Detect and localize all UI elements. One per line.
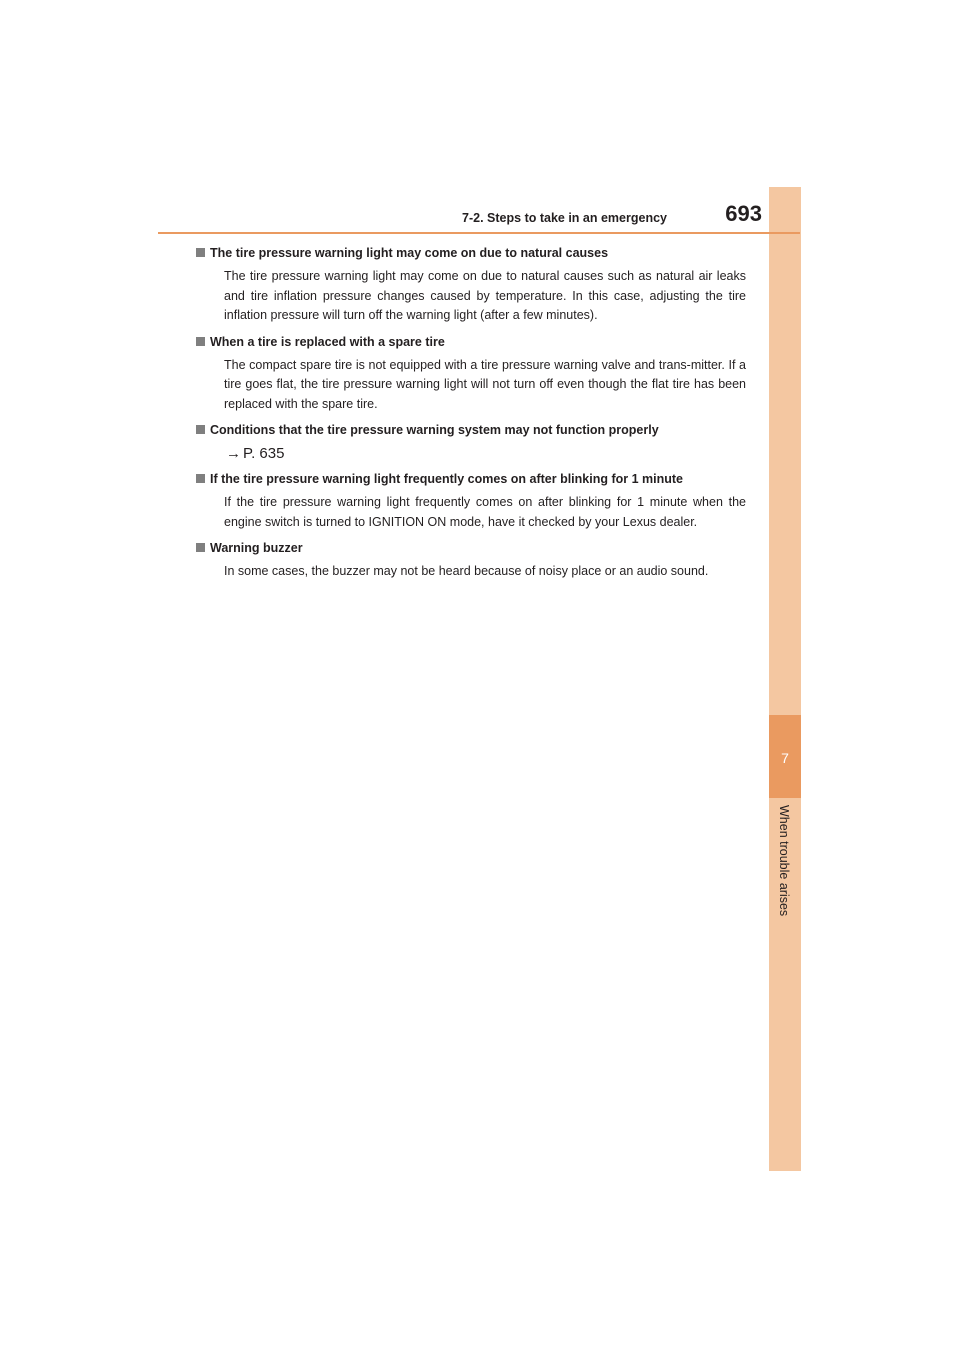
chapter-number: 7 bbox=[781, 750, 789, 766]
page-number: 693 bbox=[725, 201, 762, 226]
entry-body: In some cases, the buzzer may not be heard because of noisy place or an audio sound. bbox=[224, 564, 709, 578]
entry-heading bbox=[210, 470, 746, 488]
entry-heading bbox=[210, 421, 746, 439]
page-reference bbox=[226, 445, 746, 463]
entry-heading-text: Conditions that the tire pressure warning system may not function properly bbox=[210, 423, 659, 437]
chapter-label: When trouble arises bbox=[777, 805, 791, 917]
square-bullet-icon bbox=[196, 543, 205, 552]
entry-heading-text: When a tire is replaced with a spare tire bbox=[210, 334, 445, 349]
chapter-side-tab bbox=[769, 187, 801, 1171]
header-rule bbox=[158, 232, 800, 234]
page-content bbox=[210, 244, 746, 589]
entry-heading bbox=[210, 244, 746, 262]
square-bullet-icon bbox=[196, 337, 205, 346]
entry-body: The compact spare tire is not equipped with a tire pressure warning valve and trans-mitter. If a tire goes flat, the tire pressure warning light will not turn off even though the flat tire has been replaced with the spare tire. bbox=[224, 357, 746, 411]
entry-heading bbox=[210, 539, 746, 557]
entry-frequent-light bbox=[210, 470, 746, 532]
square-bullet-icon bbox=[196, 474, 205, 483]
entry-conditions bbox=[210, 421, 746, 463]
entry-body: If the tire pressure warning light frequently comes on after blinking for 1 minute when the engine switch is turned to IGNITION ON mode, have it checked by your Lexus dealer. bbox=[224, 495, 746, 529]
entry-heading-text: Warning buzzer bbox=[210, 541, 303, 555]
entry-natural-causes bbox=[210, 244, 746, 326]
entry-heading-text: If the tire pressure warning light frequently comes on after blinking for 1 minute bbox=[210, 472, 683, 486]
section-title: 7-2. Steps to take in an emergency bbox=[462, 211, 667, 225]
entry-spare-tire bbox=[210, 333, 746, 415]
right-arrow-icon: → bbox=[226, 445, 241, 462]
page-reference-link[interactable]: P. 635 bbox=[243, 445, 285, 462]
square-bullet-icon bbox=[196, 425, 205, 434]
entry-heading-text: The tire pressure warning light may come on due to natural causes bbox=[210, 246, 609, 260]
square-bullet-icon bbox=[196, 248, 205, 257]
entry-warning-buzzer bbox=[210, 539, 746, 582]
entry-heading bbox=[210, 333, 746, 351]
entry-body: The tire pressure warning light may come on due to natural causes such as natural air leaks and tire inflation pressure changes caused by temperature. In this case, adjusting the tire inflation pressure will turn off the warning light (after a few minutes). bbox=[224, 269, 746, 322]
